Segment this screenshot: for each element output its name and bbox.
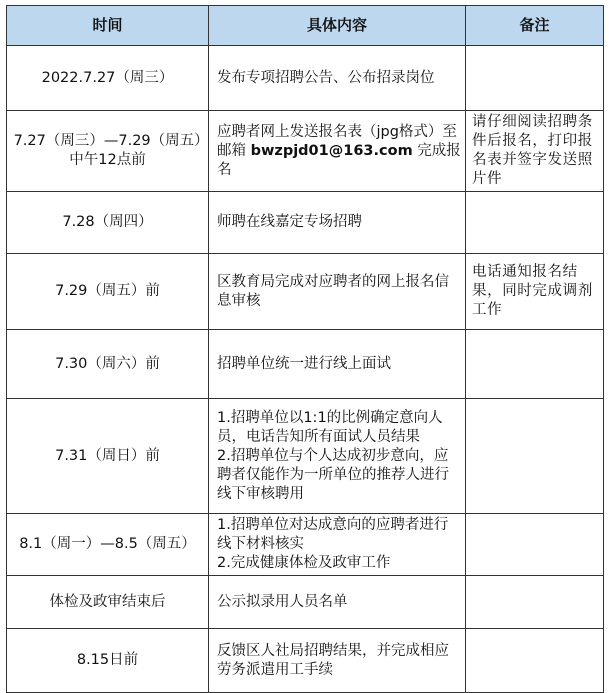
content-line: 2.完成健康体检及政审工作 [217, 555, 391, 571]
cell-time: 7.29（周五）前 [7, 254, 209, 330]
cell-content [209, 629, 466, 693]
content-line: 公示拟录用人员名单 [217, 593, 348, 610]
cell-content [209, 330, 466, 399]
header-note: 备注 [466, 6, 604, 46]
cell-content [209, 254, 466, 330]
content-line: 招聘单位统一进行线上面试 [217, 355, 391, 372]
cell-note [466, 330, 604, 399]
table-row [7, 192, 604, 254]
email-address: bwzpjd01@163.com [250, 142, 413, 159]
cell-note [466, 629, 604, 693]
content-line: 师聘在线嘉定专场招聘 [217, 214, 362, 230]
table-row [7, 629, 604, 693]
content-line: 发布专项招聘公告、公布招录岗位 [217, 69, 435, 86]
cell-time: 7.27（周三）—7.29（周五）中午12点前 [7, 111, 209, 192]
header-content: 具体内容 [209, 6, 466, 46]
header-time: 时间 [7, 6, 209, 46]
cell-content [209, 111, 466, 192]
table-row [7, 576, 604, 629]
cell-content [209, 576, 466, 629]
cell-content [209, 46, 466, 111]
content-line: 完成报名 [217, 142, 461, 178]
recruitment-schedule-table [6, 5, 604, 693]
content-line: 反馈区人社局招聘结果，并完成相应劳务派遣用工手续 [217, 642, 449, 678]
content-line: 1.招聘单位对达成意向的应聘者进行线下材料核实 [217, 517, 449, 552]
table-row [7, 514, 604, 576]
content-line: 2.招聘单位与个人达成初步意向，应聘者仅能作为一所单位的推荐人进行线下审核聘用 [217, 447, 449, 502]
table-row [7, 254, 604, 330]
cell-content [209, 192, 466, 254]
cell-time: 2022.7.27（周三） [7, 46, 209, 111]
cell-time: 8.1（周一）—8.5（周五） [7, 514, 209, 576]
header-row [7, 6, 604, 46]
content-line: 区教育局完成对应聘者的网上报名信息审核 [217, 273, 449, 309]
cell-note [466, 399, 604, 514]
cell-note: 电话通知报名结果，同时完成调剂工作 [466, 254, 604, 330]
cell-content [209, 399, 466, 514]
content-line: 应聘者网上发送报名表（jpg格式）至邮箱 [217, 123, 457, 159]
table-row [7, 46, 604, 111]
cell-note: 请仔细阅读招聘条件后报名，打印报名表并签字发送照片件 [466, 111, 604, 192]
cell-content [209, 514, 466, 576]
cell-time: 体检及政审结束后 [7, 576, 209, 629]
cell-time: 7.30（周六）前 [7, 330, 209, 399]
cell-note [466, 192, 604, 254]
cell-time: 7.28（周四） [7, 192, 209, 254]
table-row [7, 111, 604, 192]
content-line: 1.招聘单位以1:1的比例确定意向人员，电话告知所有面试人员结果 [217, 409, 443, 445]
cell-note [466, 576, 604, 629]
cell-note [466, 514, 604, 576]
cell-time: 7.31（周日）前 [7, 399, 209, 514]
table-row [7, 399, 604, 514]
table-row [7, 330, 604, 399]
cell-time: 8.15日前 [7, 629, 209, 693]
cell-note [466, 46, 604, 111]
